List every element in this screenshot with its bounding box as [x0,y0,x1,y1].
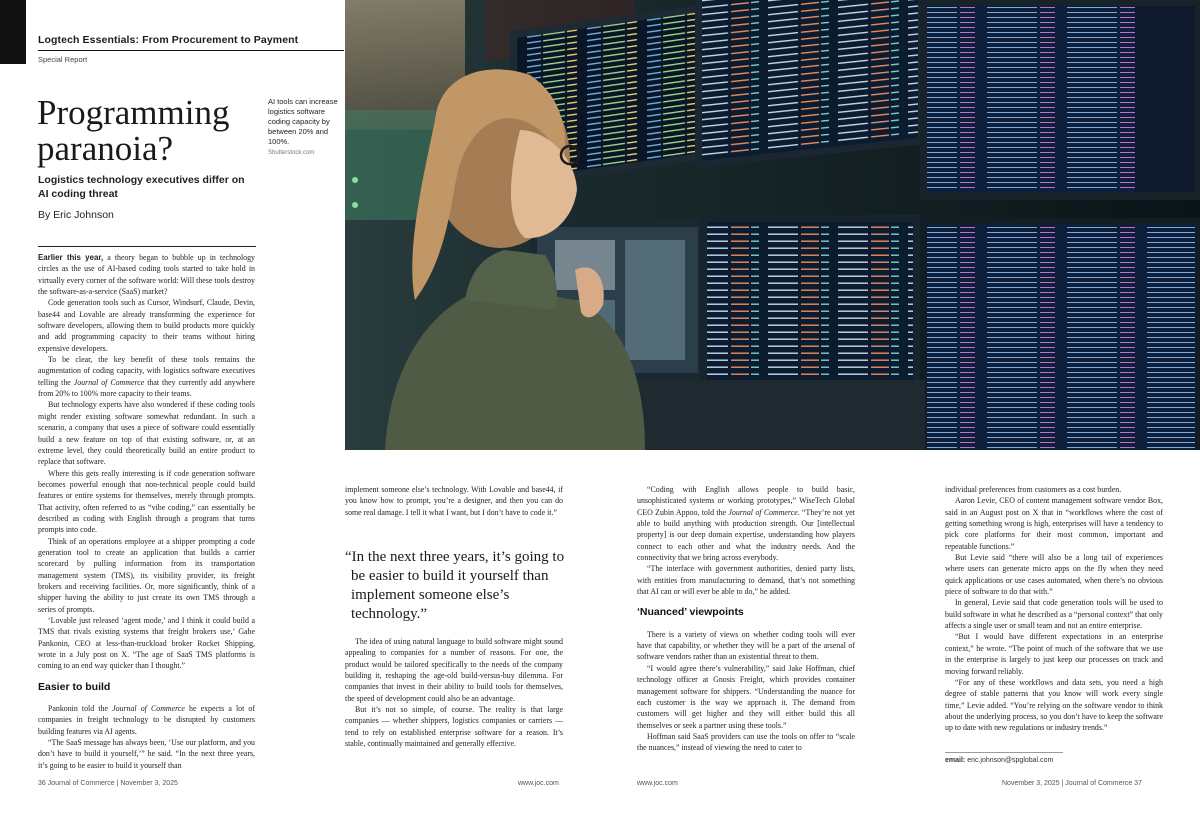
paragraph: Code generation tools such as Cursor, Windsurf, Claude, Devin, base44 and Lovable are already transforming the experience for software developers, allowing them to build products more quickly and add programming capacity to their teams without hiring expensive developers. [38,298,255,353]
left-url[interactable]: www.joc.com [518,780,559,787]
paragraph: “The interface with government authorities, denied party lists, with entities from manufacturing to demand, that’s not something that AI can or will ever be able to do,” he added. [637,564,855,597]
paragraph: “The SaaS message has always been, ‘Use our platform, and you don’t have to build it yourself,’” he said. “In the next three years, it’s going to be easier to build it yourself than [38,738,255,770]
paragraph: ‘Lovable just released ‘agent mode,’ and I think it could build a TMS that rivals existing systems that freight brokers use,’ Gabe Pankonin, CEO at less-than-truckload broker Rocket Shipping, wrote in a July post on X. “The age of SaaS TMS platforms is coming to an end way quicker than I thought.” [38,616,255,671]
paragraph: Where this gets really interesting is if code generation software becomes powerful enough that non-technical people could build features or entire systems for themselves, merely through prompts. That activity, often referred to as “vibe coding,” can essentially be described as coding with English through a program that turns prompts into code. [38,468,255,535]
right-folio: November 3, 2025 | Journal of Commerce 37 [1002,780,1142,787]
article-photo [345,0,1200,450]
article-column-1 [38,252,255,771]
contact-rule [945,752,1063,753]
paragraph: The idea of using natural language to build software might sound appealing to companies for a number of reasons. For one, the product would be tailored specifically to the needs of the company building it, reshaping the age-old build-versus-buy dilemma. For companies that invest in their ability to build tools for themselves, the speed of development could also be an advantage. [345,637,563,703]
photo-caption-text: AI tools can increase logistics software coding capacity by between 20% and 100%. [268,97,338,146]
byline: By Eric Johnson [38,209,114,221]
photo-credit: Shutterstock.com [268,150,315,156]
paragraph: To be clear, the key benefit of these tools remains the augmentation of coding capacity, with logistics software executives telling the Journal of Commerce that they currently add anywhere from 20% to 100% more capacity to their teams. [38,355,255,399]
paragraph: But it’s not so simple, of course. The reality is that large companies — whether shippers, logistics companies or carriers — tend to rely on established enterprise software for a reason. It’s stable, continually maintained and generally effective. [345,705,563,749]
report-type: Special Report [38,55,88,64]
pull-quote [345,548,565,624]
paragraph: Pankonin told the Journal of Commerce he expects a lot of companies in freight technology to be disrupted by customers building features via AI agents. [38,704,255,736]
paragraph: “I would agree there’s vulnerability,” said Jake Hoffman, chief technology officer at Gnosis Freight, which provides container management software for shippers. “Understanding the nuance for each customer is the way we approach it. The demand from customers will get higher and they will either build this all themselves or seek a partner using these tools.” [637,663,855,730]
corner-tab [0,0,26,64]
email-label: email: [945,757,966,764]
pull-quote-text: “In the next three years, it’s going to be easier to build it yourself than implement someone else’s technology.” [345,549,565,622]
email-link[interactable]: eric.johnson@spglobal.com [967,757,1054,764]
paragraph: “But I would have different expectations in an enterprise context,” he wrote. “The point of much of the software that we use in the enterprise is largely to just keep our processes on track and moving forward reliably. [945,632,1163,676]
paragraph: Earlier this year, a theory began to bubble up in technology circles as the use of AI-based coding tools started to take hold in virtually every corner of the software world: Will these tools destroy the software-as-a-service (SaaS) market? [38,253,255,297]
deck: Logistics technology executives differ on AI coding threat [38,174,245,200]
headline: Programming paranoia? [37,93,230,168]
column-rule [38,246,256,247]
right-url[interactable]: www.joc.com [637,780,678,787]
subhead-nuanced-viewpoints: ‘Nuanced’ viewpoints [637,606,744,619]
monitor-top-2 [695,0,925,168]
series-title: Logtech Essentials: From Procurement to Payment [38,34,299,46]
paragraph: Aaron Levie, CEO of content management software vendor Box, said in an August post on X that in “workflows where the cost of getting something wrong is high, enterprises will have a tendency to pick core platforms for their most common, important and repeatable functions.” [945,496,1163,551]
article-column-4 [945,484,1163,734]
paragraph: But technology experts have also wondered if these coding tools might render existing software somewhat redundant. In such a scenario, a company that uses a piece of software could essentially build a new feature on top of that existing software, or, at an extreme level, they could theoretically build an entire product to replace that software. [38,400,255,467]
paragraph: There is a variety of views on whether coding tools will ever have that capability, or whether they will be a part of the arsenal of software vendors rather than an existential threat to them. [637,629,855,662]
paragraph: Hoffman said SaaS providers can use the tools on offer to “scale the nuances,” instead of viewing the need to cater to [637,731,855,753]
lead-in: Earlier this year, [38,253,104,262]
series-rule [38,50,344,51]
article-column-3 [637,484,855,754]
paragraph: In general, Levie said that code generation tools will be used to build software in what he described as a “personal context” that only affects a single user or small team and not an entire enterprise. [945,598,1163,631]
paragraph: Think of an operations employee at a shipper prompting a code generation tool to create an application that builds a carrier scorecard by pulling information from its transportation management system (TMS), its visibility provider, its freight brokers and receiving facilities. Or, more significantly, think of a shipper having the ability to just create its own TMS through a series of prompts. [38,536,255,614]
monitor-bottom-3 [920,218,1200,450]
photo-caption [268,97,340,158]
paragraph: implement someone else’s technology. With Lovable and base44, if you know how to prompt, you’re a designer, and then you can do some real damage. I tell it what I want, but I don’t have to code it.” [345,485,563,517]
photo-illustration [345,0,1200,450]
left-folio: 36 Journal of Commerce | November 3, 2025 [38,780,178,787]
paragraph: individual preferences from customers as a cost burden. [945,485,1122,494]
paragraph: “Coding with English allows people to build basic, unsophisticated systems or working prototypes,” WiseTech Global CEO Zubin Appoo, told the Journal of Commerce. “They’re not yet able to build anything with production strength. Our [intellectual property] is our deep domain expertise, understanding how players connect to each other and what the industry needs. And the connectivity that we bring across everybody. [637,485,855,563]
author-contact [945,757,1053,764]
paragraph: “For any of these workflows and data sets, you need a high degree of stable patterns that you know will work every single time,” Levie added. “You’re relying on the software vendor to think about the underlying process, so you don’t have to keep the software up to date with new regulations or industry trends.” [945,677,1163,733]
paragraph: But Levie said “there will also be a long tail of experiences where users can generate micro apps on the fly when they need quick applications or use cases automated, when there’s no obvious piece of software to do that with.” [945,553,1163,597]
monitor-top-3 [920,0,1200,200]
subhead-easier-to-build: Easier to build [38,680,111,693]
